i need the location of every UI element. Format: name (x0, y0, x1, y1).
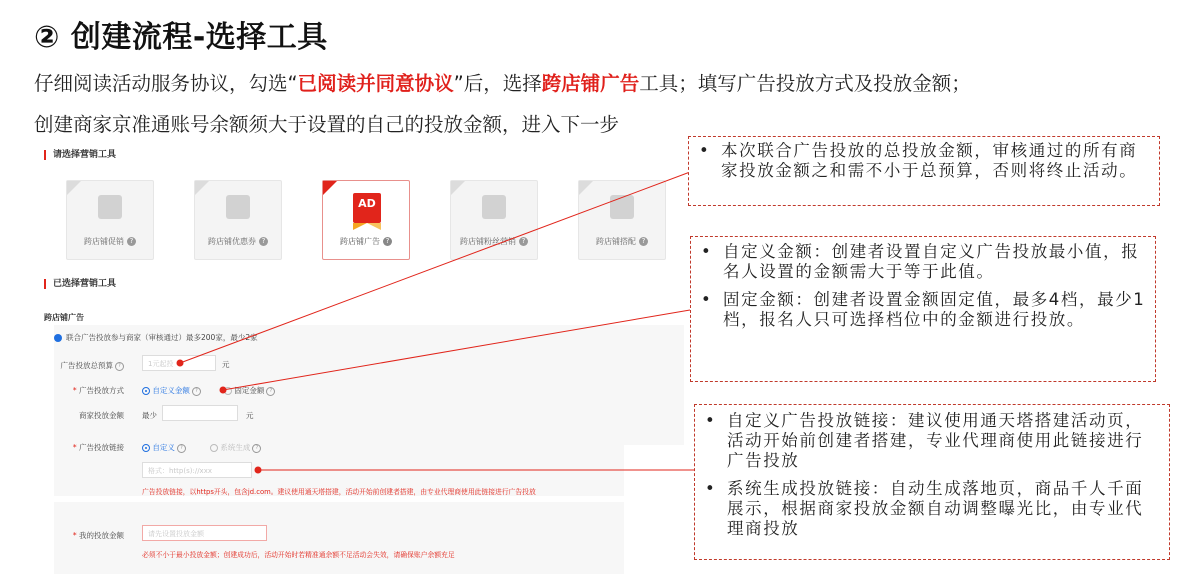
mode-custom-radio[interactable] (142, 385, 201, 396)
check-corner-icon (323, 181, 337, 195)
check-corner-icon (579, 181, 593, 195)
required-marker: * (72, 443, 77, 452)
link-url-input[interactable]: 格式：http(s)://xxx (142, 462, 252, 478)
radio-unselected-icon (224, 387, 232, 395)
shop-icon (98, 195, 122, 219)
required-marker: * (72, 531, 77, 540)
radio-label: 自定义 (152, 443, 175, 452)
intro-line-2: 创建商家京准通账号余额须大于设置的自己的投放金额，进入下一步 (34, 113, 620, 136)
intro-line-1 (34, 68, 971, 96)
unit-label: 元 (246, 411, 254, 420)
tool-card-cross-store-bundle[interactable] (578, 180, 666, 260)
help-icon[interactable]: ? (115, 362, 124, 371)
check-corner-icon (195, 181, 209, 195)
required-marker: * (72, 386, 77, 395)
help-icon[interactable]: ? (519, 237, 528, 246)
help-icon[interactable]: ? (383, 237, 392, 246)
label-text: 广告投放方式 (79, 386, 124, 395)
info-row (54, 332, 258, 343)
mode-label (32, 385, 124, 396)
tool-selection-screenshot (32, 140, 692, 580)
ad-icon: AD (353, 193, 381, 223)
radio-label: 系统生成 (220, 443, 251, 452)
help-icon[interactable]: ? (252, 444, 261, 453)
tool-card-cross-store-coupon[interactable] (194, 180, 282, 260)
coupon-icon (226, 195, 250, 219)
unit-label: 元 (222, 360, 230, 369)
mode-fixed-radio[interactable] (224, 385, 275, 396)
total-budget-input[interactable]: 1元起投 (142, 355, 216, 371)
info-text: 联合广告投放参与商家（审核通过）最多200家，最少2家 (66, 333, 258, 342)
merchant-amount-input[interactable] (162, 405, 238, 421)
label-text: 广告投放链接 (79, 443, 124, 452)
my-amount-input[interactable]: 请先设置投放金额 (142, 525, 267, 541)
select-tools-heading: 请选择营销工具 (44, 150, 116, 160)
label-text: 我的投放金额 (79, 531, 124, 540)
info-icon (54, 334, 62, 342)
callout-item: • 自定义金额：创建者设置自定义广告投放最小值，报名人设置的金额需大于等于此值。 (691, 242, 1147, 282)
tool-card-cross-store-fans[interactable] (450, 180, 538, 260)
callout-item: • 自定义广告投放链接：建议使用通天塔搭建活动页，活动开始前创建者搭建，专业代理商使用此链接进行广告投放 (695, 411, 1159, 471)
tool-label: 跨店铺搭配 (596, 237, 636, 246)
label-text: 广告投放总预算 (60, 361, 113, 370)
help-icon[interactable]: ? (266, 387, 275, 396)
link-label (32, 442, 124, 453)
star-gift-icon (482, 195, 506, 219)
merchant-amount-label: 商家投放金额 (79, 411, 124, 420)
check-corner-icon (451, 181, 465, 195)
tool-card-cross-store-promo[interactable] (66, 180, 154, 260)
intro-text: ”后，选择 (453, 72, 542, 95)
link-custom-radio[interactable] (142, 442, 186, 453)
help-icon[interactable]: ? (127, 237, 136, 246)
my-amount-label (32, 530, 124, 541)
help-icon[interactable]: ? (639, 237, 648, 246)
link-note: 广告投放链接，以https开头，包含jd.com。建议使用通天塔搭建，活动开始前创建者搭建，由专业代理商使用此链接进行广告投放 (142, 488, 536, 496)
link-system-radio[interactable] (210, 442, 261, 453)
tool-label: 跨店铺优惠券 (208, 237, 256, 246)
intro-highlight-agree: 已阅读并同意协议 (297, 72, 454, 95)
callout-link (694, 404, 1170, 560)
help-icon[interactable]: ? (192, 387, 201, 396)
radio-selected-icon (142, 387, 150, 395)
section-title: 跨店铺广告 (44, 313, 84, 322)
callout-item: • 系统生成投放链接：自动生成落地页，商品千人千面展示，根据商家投放金额自动调整曝光比，由专业代理商投放 (695, 479, 1159, 539)
page-title: ② 创建流程-选择工具 (34, 20, 328, 55)
intro-highlight-tool: 跨店铺广告 (541, 72, 640, 95)
callout-item: • 固定金额：创建者设置金额固定值，最多4档，最少1档，报名人只可选择档位中的金额进行投放。 (691, 290, 1147, 330)
callout-mode (690, 236, 1156, 382)
selected-tools-heading: 已选择营销工具 (44, 279, 116, 289)
radio-selected-icon (142, 444, 150, 452)
callout-item: • 本次联合广告投放的总投放金额，审核通过的所有商家投放金额之和需不小于总预算，否则将终止活动。 (689, 141, 1151, 181)
callout-total-budget (688, 136, 1160, 206)
my-amount-note: 必须不小于最小投放金额；创建成功后，活动开始时若精准通余额不足活动会失效，请确保账户余额充足 (142, 551, 455, 559)
intro-text: 仔细阅读活动服务协议，勾选“ (34, 72, 298, 95)
min-prefix: 最少 (142, 411, 157, 420)
tool-label: 跨店铺粉丝营销 (460, 237, 516, 246)
form-background (54, 502, 624, 574)
help-icon[interactable]: ? (177, 444, 186, 453)
bundle-icon (610, 195, 634, 219)
intro-text: 工具；填写广告投放方式及投放金额； (639, 72, 971, 95)
radio-label: 自定义金额 (152, 386, 190, 395)
radio-label: 固定金额 (234, 386, 265, 395)
tool-label: 跨店铺广告 (340, 237, 380, 246)
total-budget-label (32, 360, 124, 371)
check-corner-icon (67, 181, 81, 195)
help-icon[interactable]: ? (259, 237, 268, 246)
radio-unselected-icon (210, 444, 218, 452)
tool-card-cross-store-ad[interactable] (322, 180, 410, 260)
tool-label: 跨店铺促销 (84, 237, 124, 246)
